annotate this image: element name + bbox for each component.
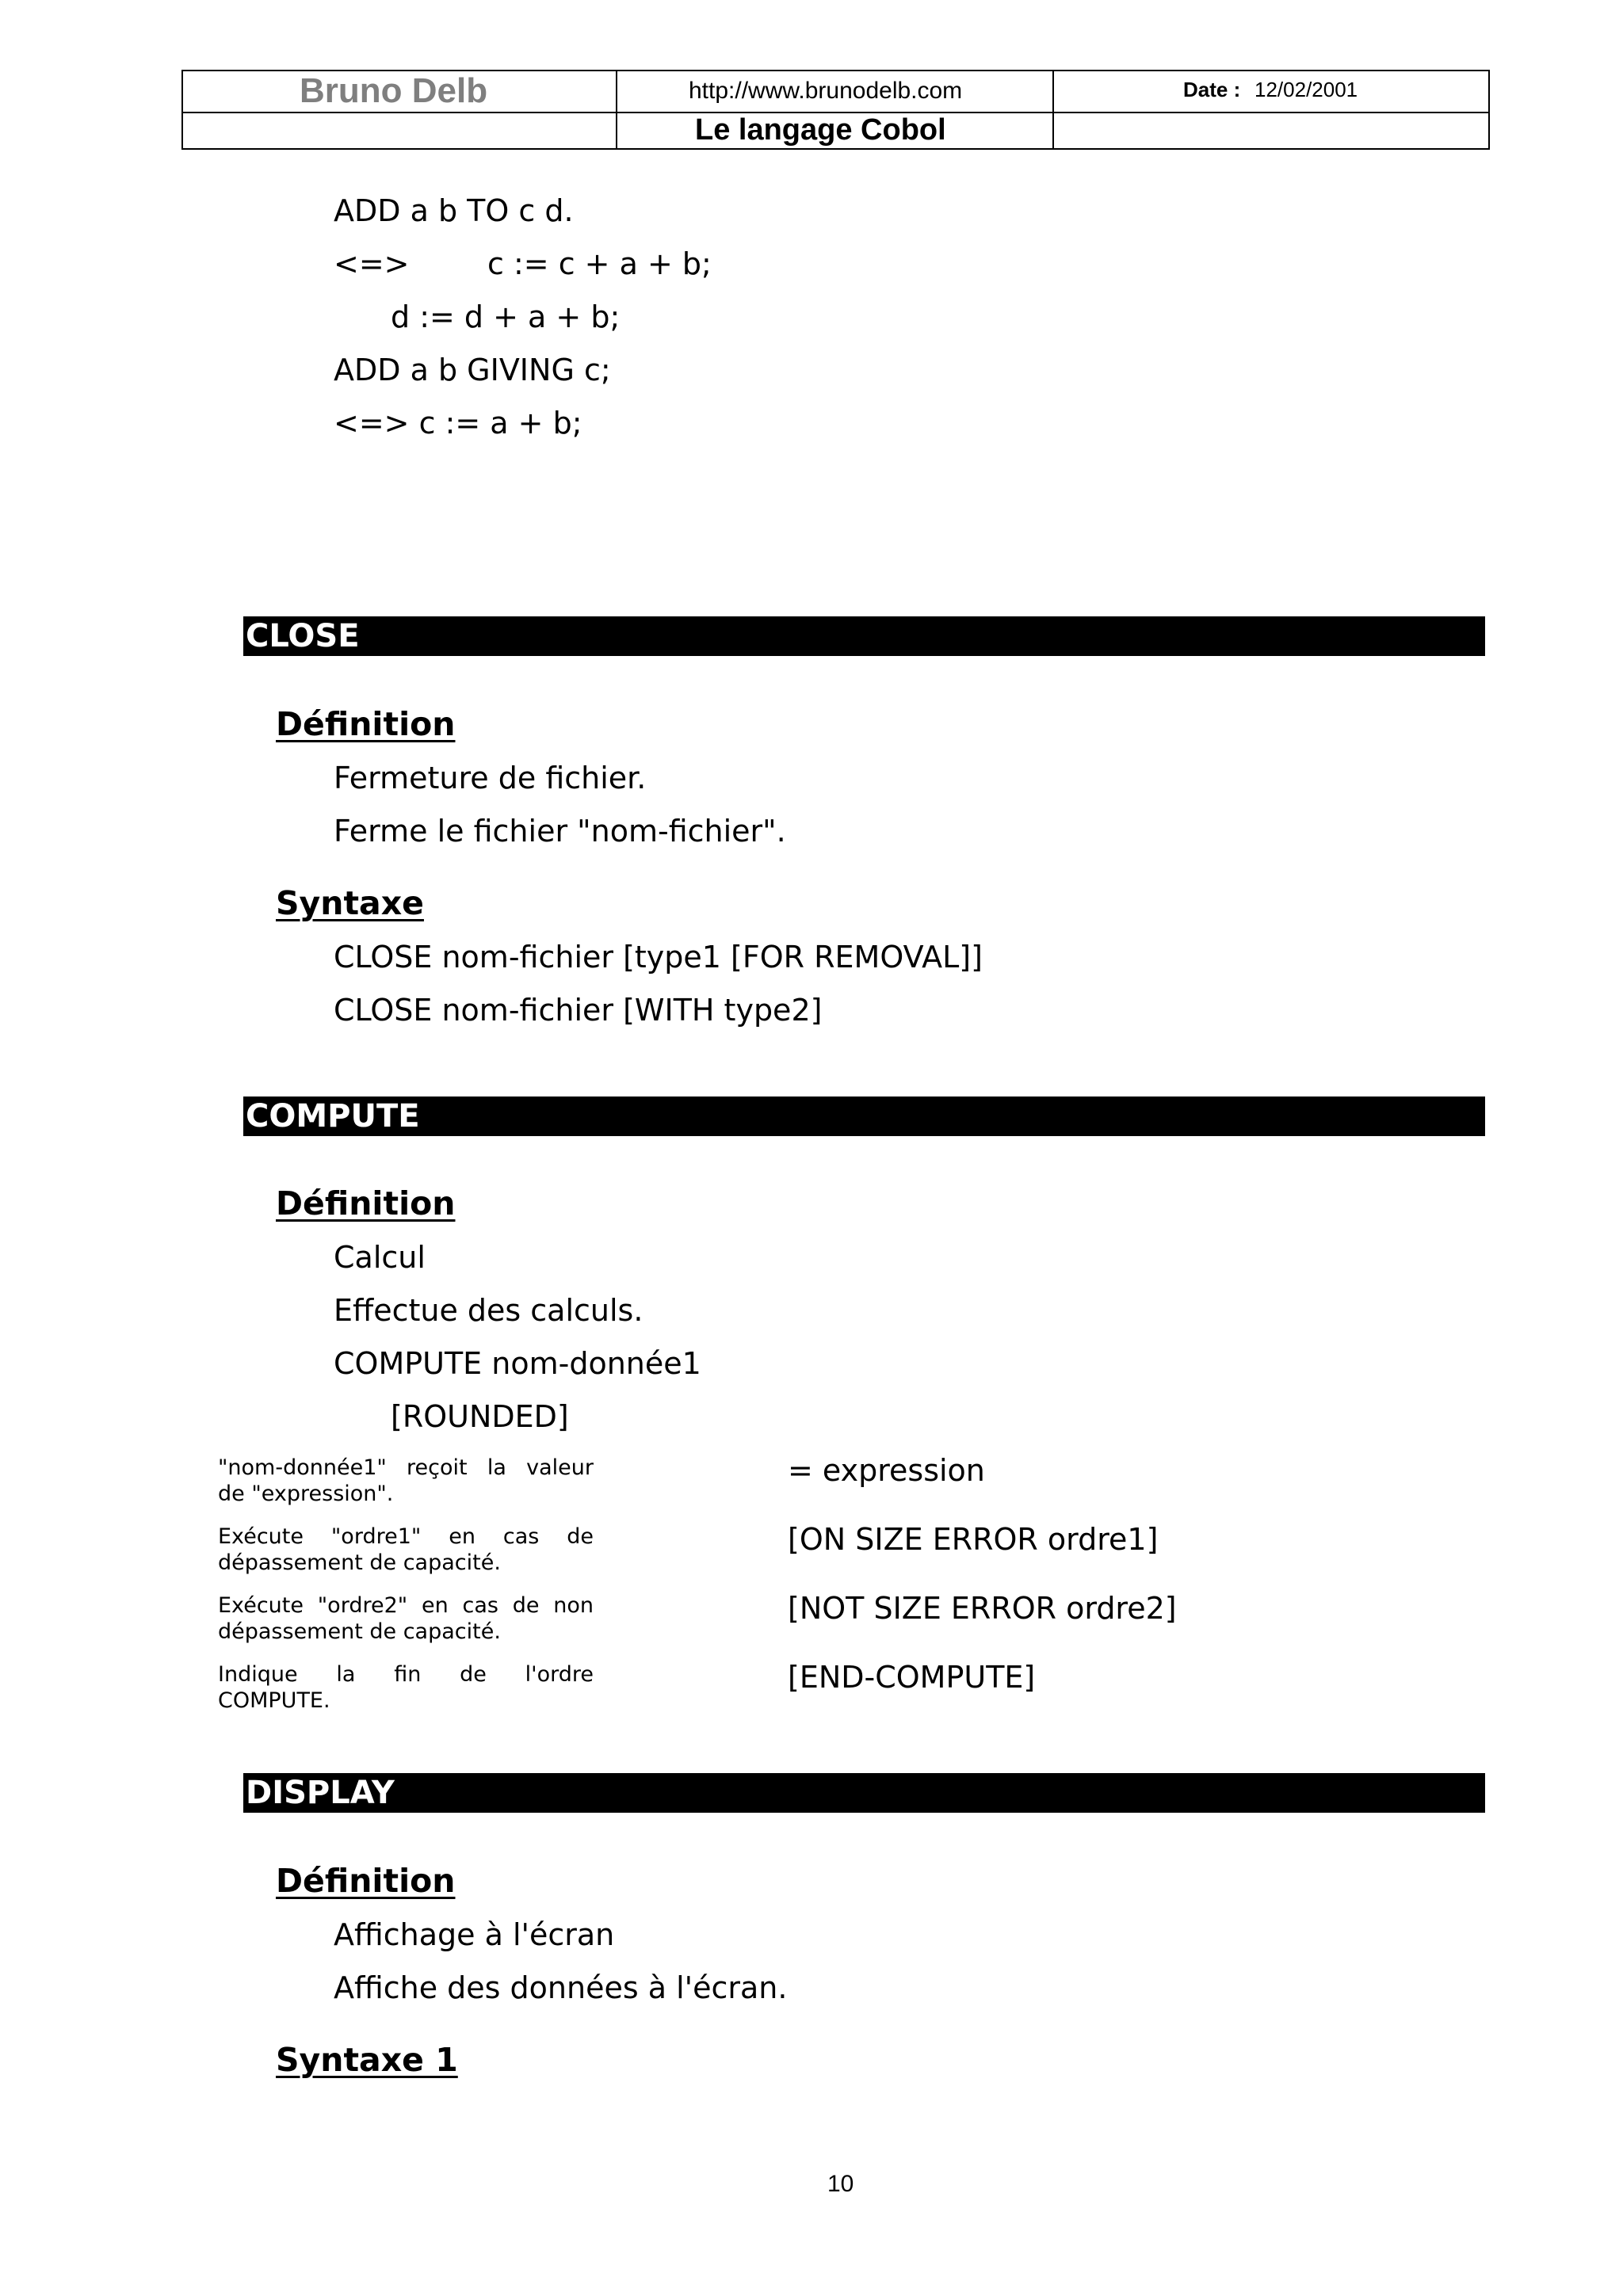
definition-line: Calcul (334, 1240, 426, 1275)
annotation-note: Exécute "ordre2" en cas de non dépassement de capacité. (218, 1593, 594, 1644)
annotation-code: [ON SIZE ERROR ordre1] (788, 1522, 1159, 1557)
header-empty-left-cell (181, 112, 617, 150)
definition-line: Effectue des calculs. (334, 1293, 643, 1328)
section-bar-display (243, 1773, 1485, 1813)
section-bar-close (243, 616, 1485, 656)
header-empty-right-cell (1052, 112, 1490, 150)
annotation-code: [NOT SIZE ERROR ordre2] (788, 1591, 1177, 1626)
code-line: c := c + a + b; (487, 246, 712, 281)
code-line: <=> c := a + b; (334, 406, 582, 441)
syntax-heading-display: Syntaxe 1 (276, 2041, 458, 2079)
annotation-code: = expression (788, 1453, 985, 1488)
annotation-note: Indique la fin de l'ordre COMPUTE. (218, 1662, 594, 1713)
header-title: Le langage Cobol (695, 113, 946, 147)
header-url: http://www.brunodelb.com (689, 78, 963, 104)
definition-line: Affichage à l'écran (334, 1917, 615, 1952)
definition-line: [ROUNDED] (391, 1399, 569, 1434)
definition-heading-close: Définition (276, 705, 456, 743)
header-author: Bruno Delb (300, 71, 488, 110)
header-title-cell (616, 112, 1054, 150)
definition-line: Ferme le fichier "nom-fichier". (334, 814, 786, 849)
section-title-compute: COMPUTE (246, 1098, 420, 1135)
definition-heading-compute: Définition (276, 1184, 456, 1222)
page-number: 10 (827, 2171, 854, 2197)
code-line: ADD a b GIVING c; (334, 353, 611, 387)
header-date-value: 12/02/2001 (1254, 78, 1358, 101)
header-url-cell (616, 70, 1054, 113)
code-line: <=> (334, 246, 410, 281)
section-bar-compute (243, 1097, 1485, 1136)
definition-line: Affiche des données à l'écran. (334, 1970, 788, 2005)
section-title-display: DISPLAY (246, 1775, 395, 1811)
syntax-line: CLOSE nom-fichier [WITH type2] (334, 993, 823, 1028)
definition-heading-display: Définition (276, 1862, 456, 1900)
syntax-line: CLOSE nom-fichier [type1 [FOR REMOVAL]] (334, 940, 983, 974)
code-line: ADD a b TO c d. (334, 193, 574, 228)
definition-line: COMPUTE nom-donnée1 (334, 1346, 701, 1381)
syntax-heading-close: Syntaxe (276, 884, 424, 922)
section-title-close: CLOSE (246, 618, 360, 654)
annotation-note: Exécute "ordre1" en cas de dépassement de capacité. (218, 1524, 594, 1575)
header-author-cell (181, 70, 617, 113)
annotation-note: "nom-donnée1" reçoit la valeur de "expression". (218, 1455, 594, 1506)
definition-line: Fermeture de fichier. (334, 761, 647, 795)
annotation-code: [END-COMPUTE] (788, 1660, 1036, 1695)
header-date-cell (1052, 70, 1490, 113)
code-line: d := d + a + b; (391, 299, 621, 334)
header-date-label: Date : (1183, 78, 1241, 101)
page-header (181, 70, 1490, 150)
